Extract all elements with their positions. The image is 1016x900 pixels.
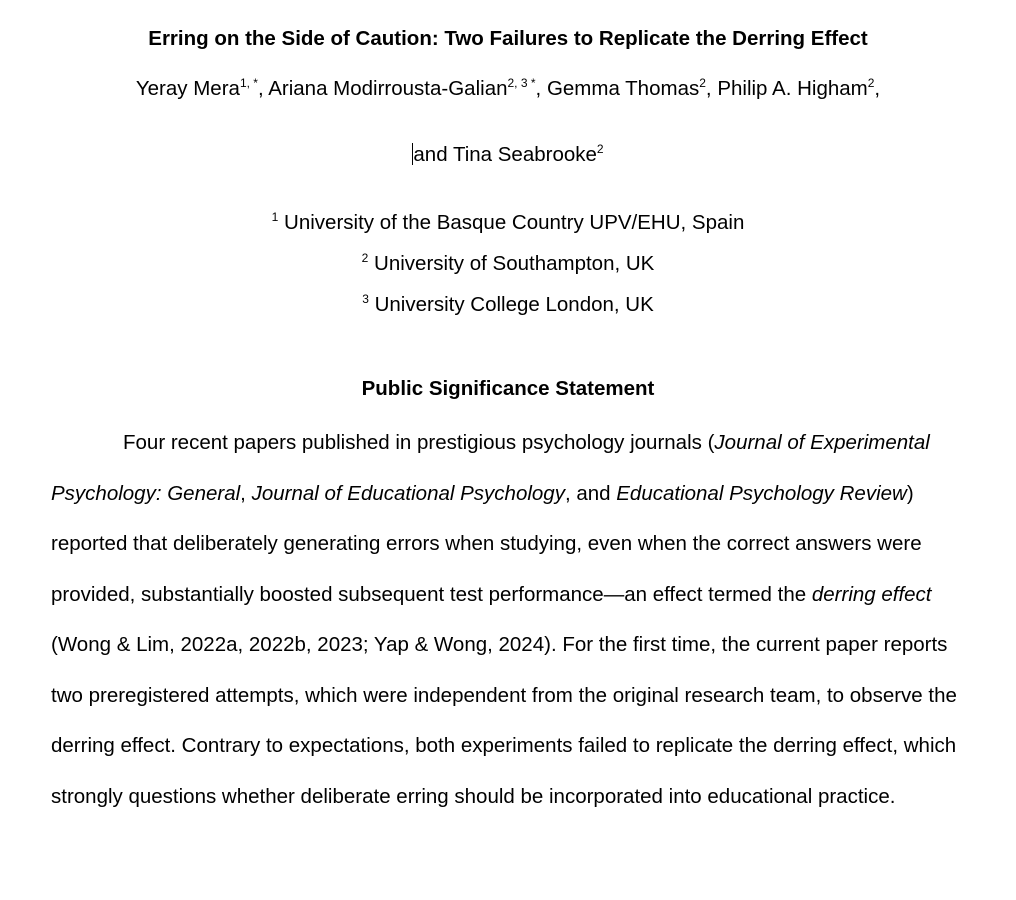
author-name: Tina Seabrooke (452, 143, 597, 166)
author-affiliation-mark: 2 (699, 76, 706, 90)
affiliation-text: University of the Basque Country UPV/EHU, Spain (284, 211, 745, 234)
journal-name: Journal of Experimental Psychology: General (51, 431, 930, 505)
author-connector: and (413, 143, 448, 166)
statement-paragraph (51, 418, 971, 822)
affiliation-text: University of Southampton, UK (374, 252, 655, 275)
author-affiliation-mark: 2 (596, 142, 604, 156)
author-name: Gemma Thomas (546, 77, 700, 100)
paragraph-text: ) reported that deliberately generating errors when studying, even when the correct answers were provided, substantially boosted subsequent test performance—an effect termed the (51, 481, 922, 606)
author-line-2 (0, 143, 1016, 167)
section-heading: Public Significance Statement (361, 377, 655, 400)
affiliation-number: 2 (361, 251, 369, 265)
paragraph-text: , and (564, 481, 617, 505)
paper-title: Erring on the Side of Caution: Two Failures to Replicate the Derring Effect (148, 27, 868, 50)
author-name: Yeray Mera (135, 77, 240, 100)
author-affiliation-mark: 2, 3 * (507, 76, 536, 90)
author-line-1: Yeray Mera$^{1, *}$, Ariana Modirrousta-Galian$^{2, 3 *}$, Gemma Thomas$^2$, Philip A. Higham$^2$, (135, 76, 881, 100)
affiliation-number: 1 (271, 210, 279, 224)
author-name: Ariana Modirrousta-Galian (268, 77, 508, 100)
journal-name: Journal of Educational Psychology (251, 481, 565, 505)
affiliation (0, 252, 1016, 276)
affiliation-number: 3 (362, 292, 369, 306)
author-affiliation-mark: 2 (867, 76, 875, 90)
affiliation (0, 293, 1016, 317)
effect-term: derring effect (811, 582, 932, 606)
paragraph-text: Four recent papers published in prestigious psychology journals ( (123, 431, 715, 454)
paragraph-text: , (240, 481, 252, 505)
paragraph-text: (Wong & Lim, 2022a, 2022b, 2023; Yap & Wong, 2024). For the first time, the current paper reports two preregistered attempts, which were independent from the original research team, to observe the derring effect. Contrary to expectations, both experiments failed to replicate the derring effect, which strongly questions whether deliberate erring should be incorporated into educational practice. (51, 633, 957, 808)
affiliation (0, 211, 1016, 235)
author-affiliation-mark: 1, * (239, 76, 258, 90)
affiliation-text: University College London, UK (374, 293, 654, 316)
journal-name: Educational Psychology Review (616, 481, 907, 505)
author-name: Philip A. Higham (717, 77, 868, 100)
